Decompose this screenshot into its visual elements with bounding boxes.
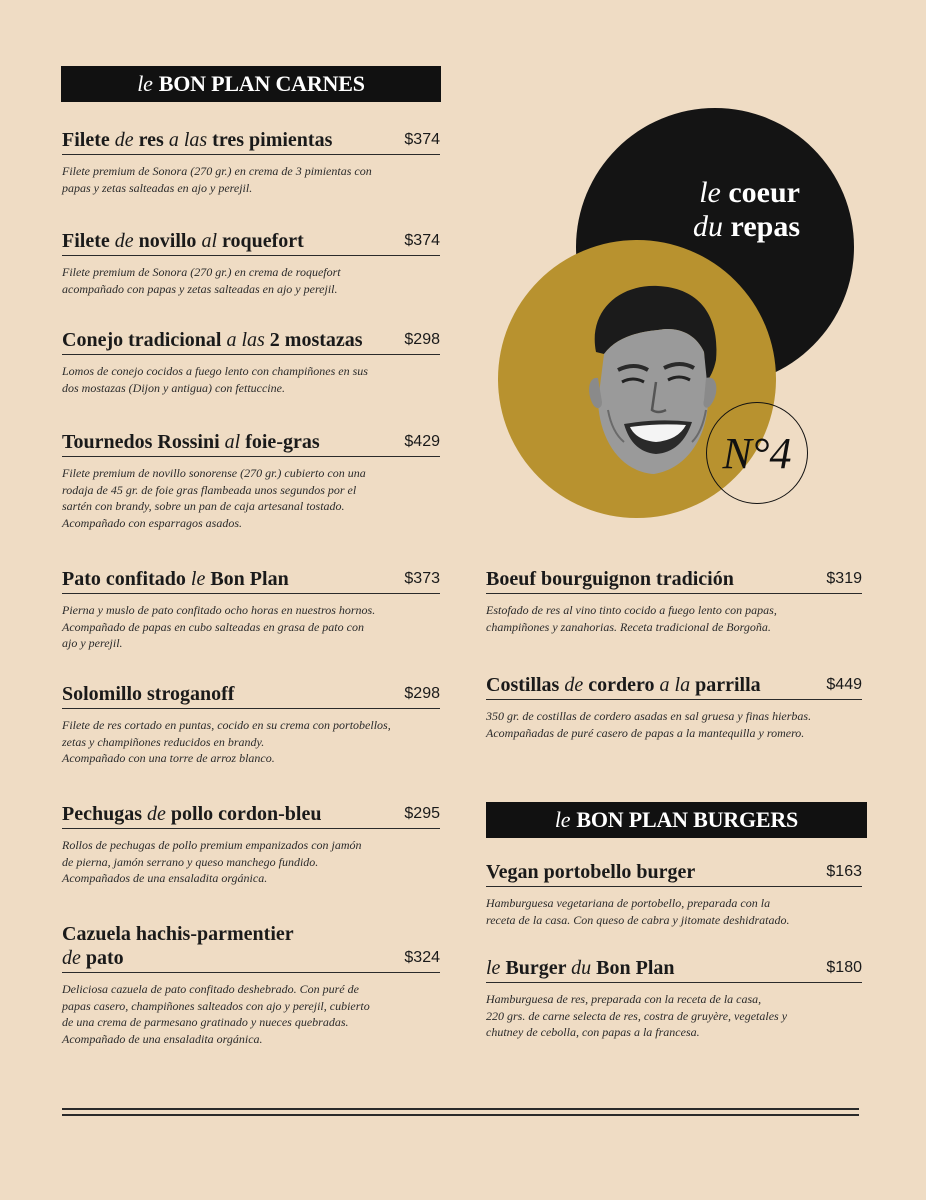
carnes-section-banner bbox=[61, 66, 441, 102]
name-segment: novillo bbox=[138, 230, 202, 252]
description-line: dos mostazas (Dijon y antigua) con fettuccine. bbox=[62, 380, 285, 395]
item-description bbox=[62, 264, 440, 297]
name-segment: Bon Plan bbox=[210, 568, 289, 590]
description-line: rodaja de 45 gr. de foie gras flambeada unos segundos por el bbox=[62, 482, 357, 497]
item-description bbox=[62, 717, 440, 767]
name-segment: Boeuf bourguignon tradición bbox=[486, 568, 734, 590]
name-segment: Vegan portobello burger bbox=[486, 861, 696, 883]
item-price: $295 bbox=[404, 805, 440, 822]
description-line: Acompañados de una ensaladita orgánica. bbox=[62, 871, 268, 885]
item-price: $429 bbox=[404, 433, 440, 450]
name-segment: res bbox=[138, 129, 169, 151]
item-description bbox=[62, 465, 440, 531]
name-connector: le bbox=[486, 957, 506, 979]
name-segment: pollo cordon-bleu bbox=[170, 803, 322, 825]
item-price: $374 bbox=[404, 131, 440, 148]
name-connector: a la bbox=[659, 674, 696, 696]
bottom-divider-top bbox=[62, 1108, 859, 1110]
item-price: $319 bbox=[826, 570, 862, 587]
carnes-banner-prefix: le bbox=[137, 71, 153, 96]
name-connector: de bbox=[62, 947, 86, 969]
description-line: Acompañado de papas en cubo salteadas en grasa de pato con bbox=[62, 619, 364, 634]
repas-prefix: du bbox=[693, 210, 724, 243]
name-connector: le bbox=[190, 568, 211, 590]
menu-item-boeuf-bourguignon bbox=[486, 567, 862, 635]
item-description bbox=[486, 895, 862, 928]
name-segment: foie-gras bbox=[245, 431, 320, 453]
item-price: $163 bbox=[826, 863, 862, 880]
description-line: Acompañado con una torre de arroz blanco. bbox=[62, 751, 275, 765]
menu-item-solomillo bbox=[62, 682, 440, 767]
number-four-badge: N°4 bbox=[706, 402, 808, 504]
name-segment: Bon Plan bbox=[596, 957, 675, 979]
item-description bbox=[486, 991, 862, 1041]
menu-item-vegan-burger bbox=[486, 860, 862, 928]
name-segment: Filete bbox=[62, 129, 115, 151]
menu-item-conejo bbox=[62, 328, 440, 396]
description-line: receta de la casa. Con queso de cabra y jitomate deshidratado. bbox=[486, 912, 790, 927]
menu-item-burger-bon-plan bbox=[486, 956, 862, 1041]
item-name bbox=[62, 802, 321, 826]
name-connector: de bbox=[114, 230, 139, 252]
carnes-banner-title: BON PLAN CARNES bbox=[158, 71, 365, 96]
item-price: $449 bbox=[826, 676, 862, 693]
smiling-man-portrait-icon bbox=[578, 282, 723, 477]
name-connector: de bbox=[564, 674, 589, 696]
description-line: de una crema de parmesano gratinado y nueces quebradas. bbox=[62, 1015, 349, 1029]
description-line: Pierna y muslo de pato confitado ocho horas en nuestros hornos. bbox=[62, 603, 376, 617]
name-segment: Conejo tradicional bbox=[62, 329, 227, 351]
item-name bbox=[62, 229, 304, 253]
description-line: Estofado de res al vino tinto cocido a fuego lento con papas, bbox=[486, 603, 777, 617]
item-name bbox=[62, 567, 289, 591]
name-segment: roquefort bbox=[222, 230, 304, 252]
coeur-du-repas-title bbox=[600, 176, 800, 244]
item-price: $298 bbox=[404, 331, 440, 348]
description-line: Acompañado con esparragos asados. bbox=[62, 515, 242, 530]
description-line: 350 gr. de costillas de cordero asadas en sal gruesa y finas hierbas. bbox=[486, 709, 812, 723]
item-price: $373 bbox=[404, 570, 440, 587]
burgers-section-banner bbox=[486, 802, 867, 838]
item-price: $374 bbox=[404, 232, 440, 249]
item-description bbox=[62, 837, 440, 887]
item-price: $180 bbox=[826, 959, 862, 976]
menu-item-tournedos bbox=[62, 430, 440, 531]
item-name bbox=[62, 128, 332, 152]
name-segment: Cazuela hachis-parmentier bbox=[62, 923, 294, 945]
item-description bbox=[62, 363, 440, 396]
description-line: sartén con brandy, sobre un pan de caja artesanal tostado. bbox=[62, 499, 345, 513]
name-segment: Filete bbox=[62, 230, 115, 252]
item-name-line-2 bbox=[62, 946, 294, 970]
description-line: chutney de cebolla, con papas a la francesa. bbox=[486, 1025, 700, 1039]
name-connector: de bbox=[147, 803, 171, 825]
description-line: acompañado con papas y zetas salteadas en ajo y perejil. bbox=[62, 281, 338, 296]
menu-item-pato-confitado bbox=[62, 567, 440, 652]
coeur-prefix: le bbox=[699, 176, 721, 209]
description-line: Deliciosa cazuela de pato confitado deshebrado. Con puré de bbox=[62, 982, 359, 996]
name-connector: du bbox=[571, 957, 597, 979]
name-connector: a las bbox=[226, 329, 270, 351]
name-connector: al bbox=[224, 431, 246, 453]
description-line: ajo y perejil. bbox=[62, 636, 123, 650]
name-segment: pato bbox=[85, 947, 124, 969]
name-segment: 2 mostazas bbox=[269, 329, 363, 351]
menu-item-filete-tres-pimientas bbox=[62, 128, 440, 196]
repas-word: repas bbox=[730, 210, 800, 243]
description-line: Hamburguesa de res, preparada con la receta de la casa, bbox=[486, 992, 762, 1006]
description-line: Filete premium de novillo sonorense (270 gr.) cubierto con una bbox=[62, 466, 366, 480]
bottom-divider-bottom bbox=[62, 1114, 859, 1116]
item-name bbox=[486, 567, 734, 591]
description-line: Hamburguesa vegetariana de portobello, preparada con la bbox=[486, 896, 771, 910]
name-segment: Pato confitado bbox=[62, 568, 191, 590]
description-line: papas casero, champiñones salteados con ajo y perejil, cubierto bbox=[62, 998, 370, 1013]
item-name bbox=[62, 430, 320, 454]
item-description bbox=[62, 163, 440, 196]
item-price: $298 bbox=[404, 685, 440, 702]
item-description bbox=[62, 981, 440, 1047]
item-description bbox=[486, 708, 862, 741]
item-price: $324 bbox=[404, 949, 440, 966]
burgers-banner-prefix: le bbox=[554, 807, 571, 832]
name-segment: parrilla bbox=[695, 674, 761, 696]
description-line: Filete de res cortado en puntas, cocido en su crema con portobellos, bbox=[62, 718, 391, 732]
description-line: champiñones y zanahorias. Receta tradicional de Borgoña. bbox=[486, 619, 771, 634]
description-line: papas y zetas salteadas en ajo y perejil. bbox=[62, 180, 253, 195]
burgers-banner-title: BON PLAN BURGERS bbox=[576, 807, 799, 832]
menu-item-filete-roquefort bbox=[62, 229, 440, 297]
name-segment: Pechugas bbox=[62, 803, 147, 825]
description-line: Filete premium de Sonora (270 gr.) en crema de 3 pimientas con bbox=[62, 164, 372, 178]
name-segment: Solomillo stroganoff bbox=[62, 683, 235, 705]
description-line: Filete premium de Sonora (270 gr.) en crema de roquefort bbox=[62, 265, 341, 279]
item-name-line-1 bbox=[62, 922, 294, 946]
item-name bbox=[486, 673, 761, 697]
item-description bbox=[62, 602, 440, 652]
item-name bbox=[486, 956, 675, 980]
menu-item-pechugas bbox=[62, 802, 440, 887]
description-line: Acompañado de una ensaladita orgánica. bbox=[62, 1031, 263, 1046]
description-line: zetas y champiñones reducidos en brandy. bbox=[62, 734, 265, 749]
description-line: Acompañadas de puré casero de papas a la mantequilla y romero. bbox=[486, 725, 805, 740]
name-segment: cordero bbox=[588, 674, 660, 696]
item-name bbox=[62, 682, 234, 706]
item-name bbox=[486, 860, 695, 884]
item-name bbox=[62, 922, 294, 970]
name-connector: de bbox=[114, 129, 139, 151]
coeur-word: coeur bbox=[728, 176, 800, 209]
name-segment: tres pimientas bbox=[212, 129, 333, 151]
description-line: Lomos de conejo cocidos a fuego lento con champiñones en sus bbox=[62, 364, 368, 378]
menu-item-costillas-cordero bbox=[486, 673, 862, 741]
name-segment: Costillas bbox=[486, 674, 565, 696]
description-line: 220 grs. de carne selecta de res, costra de gruyère, vegetales y bbox=[486, 1008, 788, 1023]
item-name bbox=[62, 328, 363, 352]
description-line: de pierna, jamón serrano y queso manchego fundido. bbox=[62, 854, 319, 869]
name-segment: Tournedos Rossini bbox=[62, 431, 225, 453]
name-segment: Burger bbox=[505, 957, 572, 979]
item-description bbox=[486, 602, 862, 635]
name-connector: al bbox=[201, 230, 222, 252]
menu-item-cazuela bbox=[62, 922, 440, 1047]
name-connector: a las bbox=[168, 129, 213, 151]
description-line: Rollos de pechugas de pollo premium empanizados con jamón bbox=[62, 838, 362, 852]
